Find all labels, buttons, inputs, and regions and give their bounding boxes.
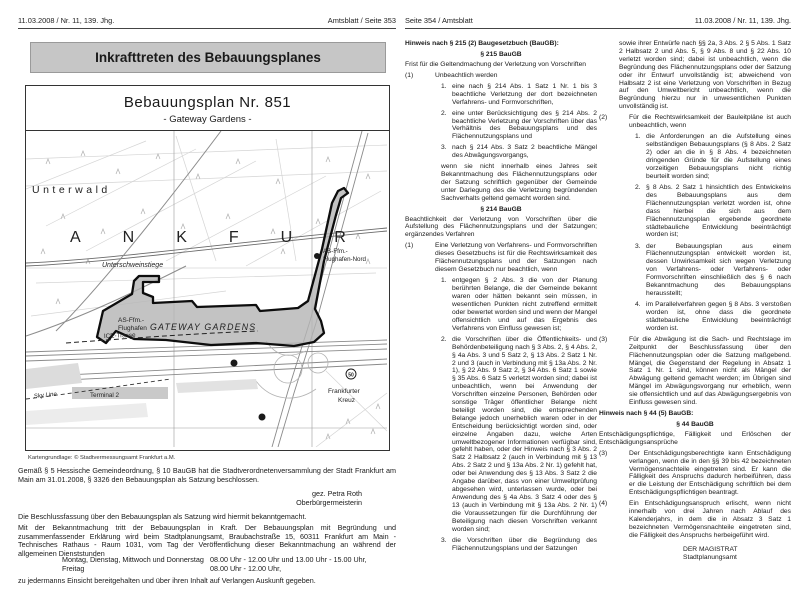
junction-marker-nord	[314, 253, 320, 259]
paragraph-215-close: wenn sie nicht innerhalb eines Jahres seit Bekanntmachung des Flächennutzungsplans oder der Satzung schriftlich gegenüber der Gemeinde unter Darlegung des die Verletzung begründenden Sachverhalts geltend gemacht worden sind.	[441, 163, 597, 203]
list-number: 3.	[635, 242, 641, 250]
list-text: nach § 214 Abs. 3 Satz 2 beachtliche Mängel des Abwägungsvorgangs,	[452, 144, 597, 160]
paragraph-label: (4)	[599, 500, 608, 508]
paragraph-text: Für die Rechtswirksamkeit der Bauleitpläne ist auch unbeachtlich, wenn	[629, 114, 791, 130]
paragraph-label: (1)	[405, 71, 414, 79]
office-hours-days: Freitag	[62, 563, 85, 573]
road-marker	[259, 414, 266, 421]
map-label-ice-trasse: ICE-Trasse	[103, 331, 136, 340]
header-date-left: 11.03.2008 / Nr. 11, 139. Jhg.	[18, 16, 115, 25]
paragraph-announcement: Die Beschlussfassung über den Bebauungsplan als Satzung wird hiermit bekanntgemacht.	[18, 512, 307, 521]
paragraph-44-3	[599, 450, 791, 497]
list-number: 1.	[635, 133, 641, 141]
list-number: 3.	[441, 536, 447, 544]
signature-role: Oberbürgermeisterin	[296, 497, 362, 507]
svg-text:Flughafen: Flughafen	[118, 325, 147, 332]
list-number: 1.	[441, 277, 447, 285]
right-page-header	[405, 16, 791, 29]
list-number: 2.	[635, 183, 641, 191]
list-item	[441, 277, 597, 332]
map-title: Bebauungsplan Nr. 851	[123, 94, 292, 111]
city-map	[26, 130, 389, 447]
paragraph-label: (3)	[599, 335, 608, 343]
list-item	[635, 184, 791, 239]
magistrat-department: Stadtplanungsamt	[683, 553, 737, 561]
svg-text:AS-Ffm.-: AS-Ffm.-	[118, 317, 144, 324]
office-hours-time: 08.00 Uhr - 12.00 Uhr,	[210, 563, 282, 573]
paragraph-inspection: zu jedermanns Einsicht bereitgehalten und über ihren Inhalt auf Verlangen Auskunft gegeben.	[18, 576, 316, 585]
paragraph-215-1	[405, 72, 597, 80]
map-credit: Kartengrundlage: © Stadtvermessungsamt Frankfurt a.M.	[28, 455, 176, 461]
office-hours-days: Montag, Dienstag, Mittwoch und Donnerstag	[62, 555, 204, 564]
paragraph-text: Für die Abwägung ist die Sach- und Rechtslage im Zeitpunkt der Beschlussfassung über den Flächennutzungsplan oder die Satzung maßgebend. Mängel, die Gegenstand der Regelung in Absatz 1 Satz 1 Nr. 1 sind, können nicht als Mängel der Abwägung geltend gemacht werden; im Übrigen sind Mängel im Abwägungsvorgang nur erheblich, wenn sie offensichtlich und auf das Abwägungsergebnis von Einfluss gewesen sind.	[629, 335, 791, 407]
list-item	[441, 537, 597, 553]
paragraph-214-continuation: sowie ihrer Entwürfe nach §§ 2a, 3 Abs. 2 § 5 Abs. 1 Satz 2 Halbsatz 2 und Abs. 5, § 9 Abs. 8 und § 22 Abs. 10 verletzt worden sind; dabei ist unbeachtlich, wenn die Begründung des Flächennutzungsplans oder der Satzung oder ihr Entwurf unvollständig ist; abweichend von Halbsatz 2 ist eine Verletzung von Vorschriften in Bezug auf den Umweltbericht unbeachtlich, wenn die Begründung hierzu nur in unwesentlichen Punkten unvollständig ist.	[619, 40, 791, 111]
text-column-2	[599, 40, 791, 588]
signature-block	[18, 490, 362, 507]
magistrat-signature	[599, 546, 791, 562]
announcement-title: Inkrafttreten des Bebauungsplanes	[95, 50, 321, 65]
list-text: die Vorschriften über die Begründung des Flächennutzungsplans und der Satzungen	[452, 536, 597, 552]
map-label-sky-line: Sky Line	[33, 391, 58, 400]
signature-name: gez. Petra Roth	[312, 489, 362, 498]
list-item	[635, 301, 791, 333]
list-number: 3.	[441, 144, 447, 152]
svg-text:Flughafen-Nord: Flughafen-Nord	[323, 256, 366, 263]
road-badge-50-label: 50	[348, 372, 354, 379]
office-hours-time: 08.00 Uhr - 12.00 Uhr und 13.00 Uhr - 15.00 Uhr,	[210, 555, 367, 564]
paragraph-resolution: Gemäß § 5 Hessische Gemeindeordnung, § 10 BauGB hat die Stadtverordnetenversammlung der Stadt Frankfurt am Main am 31.01.2008, § 3326 den Bebauungsplan als Satzung beschlossen.	[18, 466, 396, 484]
road-marker	[231, 360, 238, 367]
svg-text:Kreuz: Kreuz	[338, 397, 355, 404]
paragraph-text: Eine Verletzung von Verfahrens- und Formvorschriften dieses Gesetzbuchs ist für die Rechtswirksamkeit des Flächennutzungsplans und der Satzungen nach diesem Gesetzbuch nur beachtlich, wenn	[435, 242, 597, 274]
office-hours	[62, 556, 396, 573]
law-subtitle-215: Frist für die Geltendmachung der Verletzung von Vorschriften	[405, 60, 587, 68]
list-item	[441, 110, 597, 142]
list-item	[441, 83, 597, 107]
text-column-1	[405, 40, 597, 588]
list-text: die Vorschriften über die Öffentlichkeits- und Behördenbeteiligung nach § 3 Abs. 2, § 4 Abs. 2, § 4a Abs. 3 und 5 Satz 2, § 13 Abs. 2 Satz 1 Nr. 2 und 3 (auch in Verbindung mit § 13a Abs. 2 Nr. 1), § 22 Abs. 9 Satz 2, § 34 Abs. 6 Satz 1 sowie § 35 Abs. 6 Satz 5 verletzt worden sind; dabei ist unbeachtlich, wenn bei Anwendung der Vorschriften einzelne Personen, Behörden oder sonstige Träger öffentlicher Belange nicht beteiligt worden sind, die entsprechenden Belange jedoch unerheblich waren oder in der Entscheidung berücksichtigt worden sind, oder einzelne Angaben dazu, welche Arten umweltbezogener Informationen verfügbar sind, gefehlt haben, oder der Hinweis nach § 3 Abs. 2 Satz 2 Halbsatz 2 (auch in Verbindung mit § 13 Abs. 2 Satz 2 und § 13a Abs. 2 Nr. 1) gefehlt hat, oder bei Anwendung des § 13 Abs. 3 Satz 2 die Angabe darüber, dass von einer Umweltprüfung abgesehen wird, unterlassen wurde, oder bei Anwendung des § 4a Abs. 3 Satz 4 oder des § 13 (auch in Verbindung mit § 13a Abs. 2 Nr. 1) die Voraussetzungen für die Durchführung der Beteiligung nach diesen Vorschriften verkannt worden sind;	[452, 335, 597, 533]
list-number: 4.	[635, 301, 641, 309]
paragraph-effect: Mit der Bekanntmachung tritt der Bebauungsplan in Kraft. Der Bebauungsplan mit Begründung und zusammenfassender Erklärung wird beim Stadtplanungsamt, Braubachstraße 15, 60311 Frankfurt am Main - Technisches Rathaus - Raum 1031, vom Tag der Veröffentlichung dieser Bekanntmachung an während der allgemeinen Dienststunden	[18, 523, 396, 558]
list-number: 1.	[441, 82, 447, 90]
header-pagenum-left: Amtsblatt / Seite 353	[327, 16, 396, 25]
map-subtitle: - Gateway Gardens -	[163, 114, 252, 125]
list-text: der Bebauungsplan aus einem Flächennutzungsplan entwickelt worden ist, dessen Unwirksamkeit sich wegen Verletzung von Verfahrens- oder Verfahrens- oder Formvorschriften einschließlich des § 6 nach Bekanntmachung des Bebauungsplans herausstellt;	[646, 242, 791, 297]
paragraph-214-1	[405, 242, 597, 274]
paragraph-44-4	[599, 500, 791, 540]
list-item	[635, 243, 791, 298]
paragraph-text: Ein Entschädigungsanspruch erlischt, wenn nicht innerhalb von drei Jahren nach Ablauf des Kalenderjahrs, in dem die in Absatz 3 Satz 1 bezeichneten Vermögensnachteile eingetreten sind, die Fälligkeit des Anspruchs herbeigeführt wird.	[629, 500, 791, 539]
list-text: § 8 Abs. 2 Satz 1 hinsichtlich des Entwickelns des Bebauungsplans aus dem Flächennutzungsplan verletzt worden ist, ohne dass hierbei die sich aus dem Flächennutzungsplan ergebende geordnete städtebauliche Entwicklung beeinträchtigt worden ist;	[646, 183, 791, 239]
list-text: entgegen § 2 Abs. 3 die von der Planung berührten Belange, die der Gemeinde bekannt waren oder hätten bekannt sein müssen, in wesentlichen Punkten nicht zutreffend ermittelt oder bewertet worden sind und wenn der Mangel offensichtlich und auf das Ergebnis des Verfahrens von Einfluss gewesen ist;	[452, 277, 597, 332]
paragraph-text: Der Entschädigungsberechtigte kann Entschädigung verlangen, wenn die in den §§ 39 bis 42 bezeichneten Vermögensnachteile eingetreten sind. Er kann die Fälligkeit des Anspruchs dadurch herbeiführen, dass er die Leistung der Entschädigung schriftlich bei dem Entschädigungspflichtigen beantragt.	[629, 449, 791, 497]
list-text: eine nach § 214 Abs. 1 Satz 1 Nr. 1 bis 3 beachtliche Verletzung der dort bezeichneten Verfahrens- und Formvorschriften,	[452, 82, 597, 106]
paragraph-label: (3)	[599, 449, 608, 457]
svg-text:Frankfurter: Frankfurter	[328, 388, 360, 395]
list-number: 2.	[441, 335, 447, 343]
law-title-44: § 44 BauGB	[676, 421, 714, 429]
law-title-215: § 215 BauGB	[480, 51, 522, 59]
map-label-frankfurter-kreuz	[328, 388, 361, 404]
law-subtitle-44: Entschädigungspflichtige, Fälligkeit und Erlöschen der Entschädigungsansprüche	[599, 430, 791, 446]
list-text: eine unter Berücksichtigung des § 214 Abs. 2 beachtliche Verletzung der Vorschriften über das Verhältnis des Bebauungsplans und des Flächennutzungsplans und	[452, 109, 597, 141]
map-label-frankfurt: ANKFUR	[70, 229, 388, 246]
list-item	[441, 144, 597, 160]
svg-text:AS-Ffm.-: AS-Ffm.-	[323, 248, 348, 255]
interchange-ramps	[256, 341, 328, 398]
law-title-214: § 214 BauGB	[480, 206, 522, 214]
right-page	[403, 0, 800, 600]
paragraph-214-3	[599, 336, 791, 407]
map-label-terminal-2: Terminal 2	[90, 392, 120, 399]
paragraph-label: (1)	[405, 242, 414, 250]
left-page-header	[18, 16, 396, 29]
header-date-right: 11.03.2008 / Nr. 11, 139. Jhg.	[694, 16, 791, 25]
map-label-as-ffm-flughafen-nord	[323, 248, 367, 263]
map-frame	[25, 85, 390, 451]
law-subtitle-214: Beachtlichkeit der Verletzung von Vorschriften über die Aufstellung des Flächennutzungsplans und der Satzungen; ergänzendes Verfahren	[405, 215, 597, 239]
map-label-unterwald: Unterwald	[32, 184, 111, 196]
map-label-gateway-gardens: GATEWAY GARDENS	[150, 322, 257, 332]
header-pagenum-right: Seite 354 / Amtsblatt	[405, 16, 473, 25]
magistrat-line: DER MAGISTRAT	[683, 545, 738, 553]
list-number: 2.	[441, 109, 447, 117]
announcement-title-box	[30, 42, 386, 73]
map-label-unterschweinstiege: Unterschweinstiege	[102, 262, 164, 269]
paragraph-214-2	[599, 114, 791, 130]
map-label-as-ffm-flughafen	[118, 317, 147, 332]
list-item	[635, 133, 791, 180]
forest-parcel-lines	[26, 136, 387, 447]
road-badge-50	[346, 369, 356, 379]
paragraph-label: (2)	[599, 114, 608, 122]
office-hours-row	[62, 565, 396, 574]
hinweis-44-heading: Hinweis nach § 44 (5) BauGB:	[599, 410, 694, 418]
list-text: die Anforderungen an die Aufstellung eines selbständigen Bebauungsplans (§ 8 Abs. 2 Satz 2) oder an die in § 8 Abs. 4 bezeichneten dringenden Gründe für die Aufstellung eines vorzeitigen Bebauungsplans nicht richtig beurteilt worden sind;	[646, 133, 791, 180]
list-text: im Parallelverfahren gegen § 8 Abs. 3 verstoßen worden ist, ohne dass die geordnete städtebauliche Entwicklung beeinträchtigt worden ist.	[646, 301, 791, 332]
paragraph-text: Unbeachtlich werden	[435, 71, 498, 79]
hinweis-215-heading: Hinweis nach § 215 (2) Baugesetzbuch (BauGB):	[405, 40, 559, 47]
list-item	[441, 336, 597, 534]
